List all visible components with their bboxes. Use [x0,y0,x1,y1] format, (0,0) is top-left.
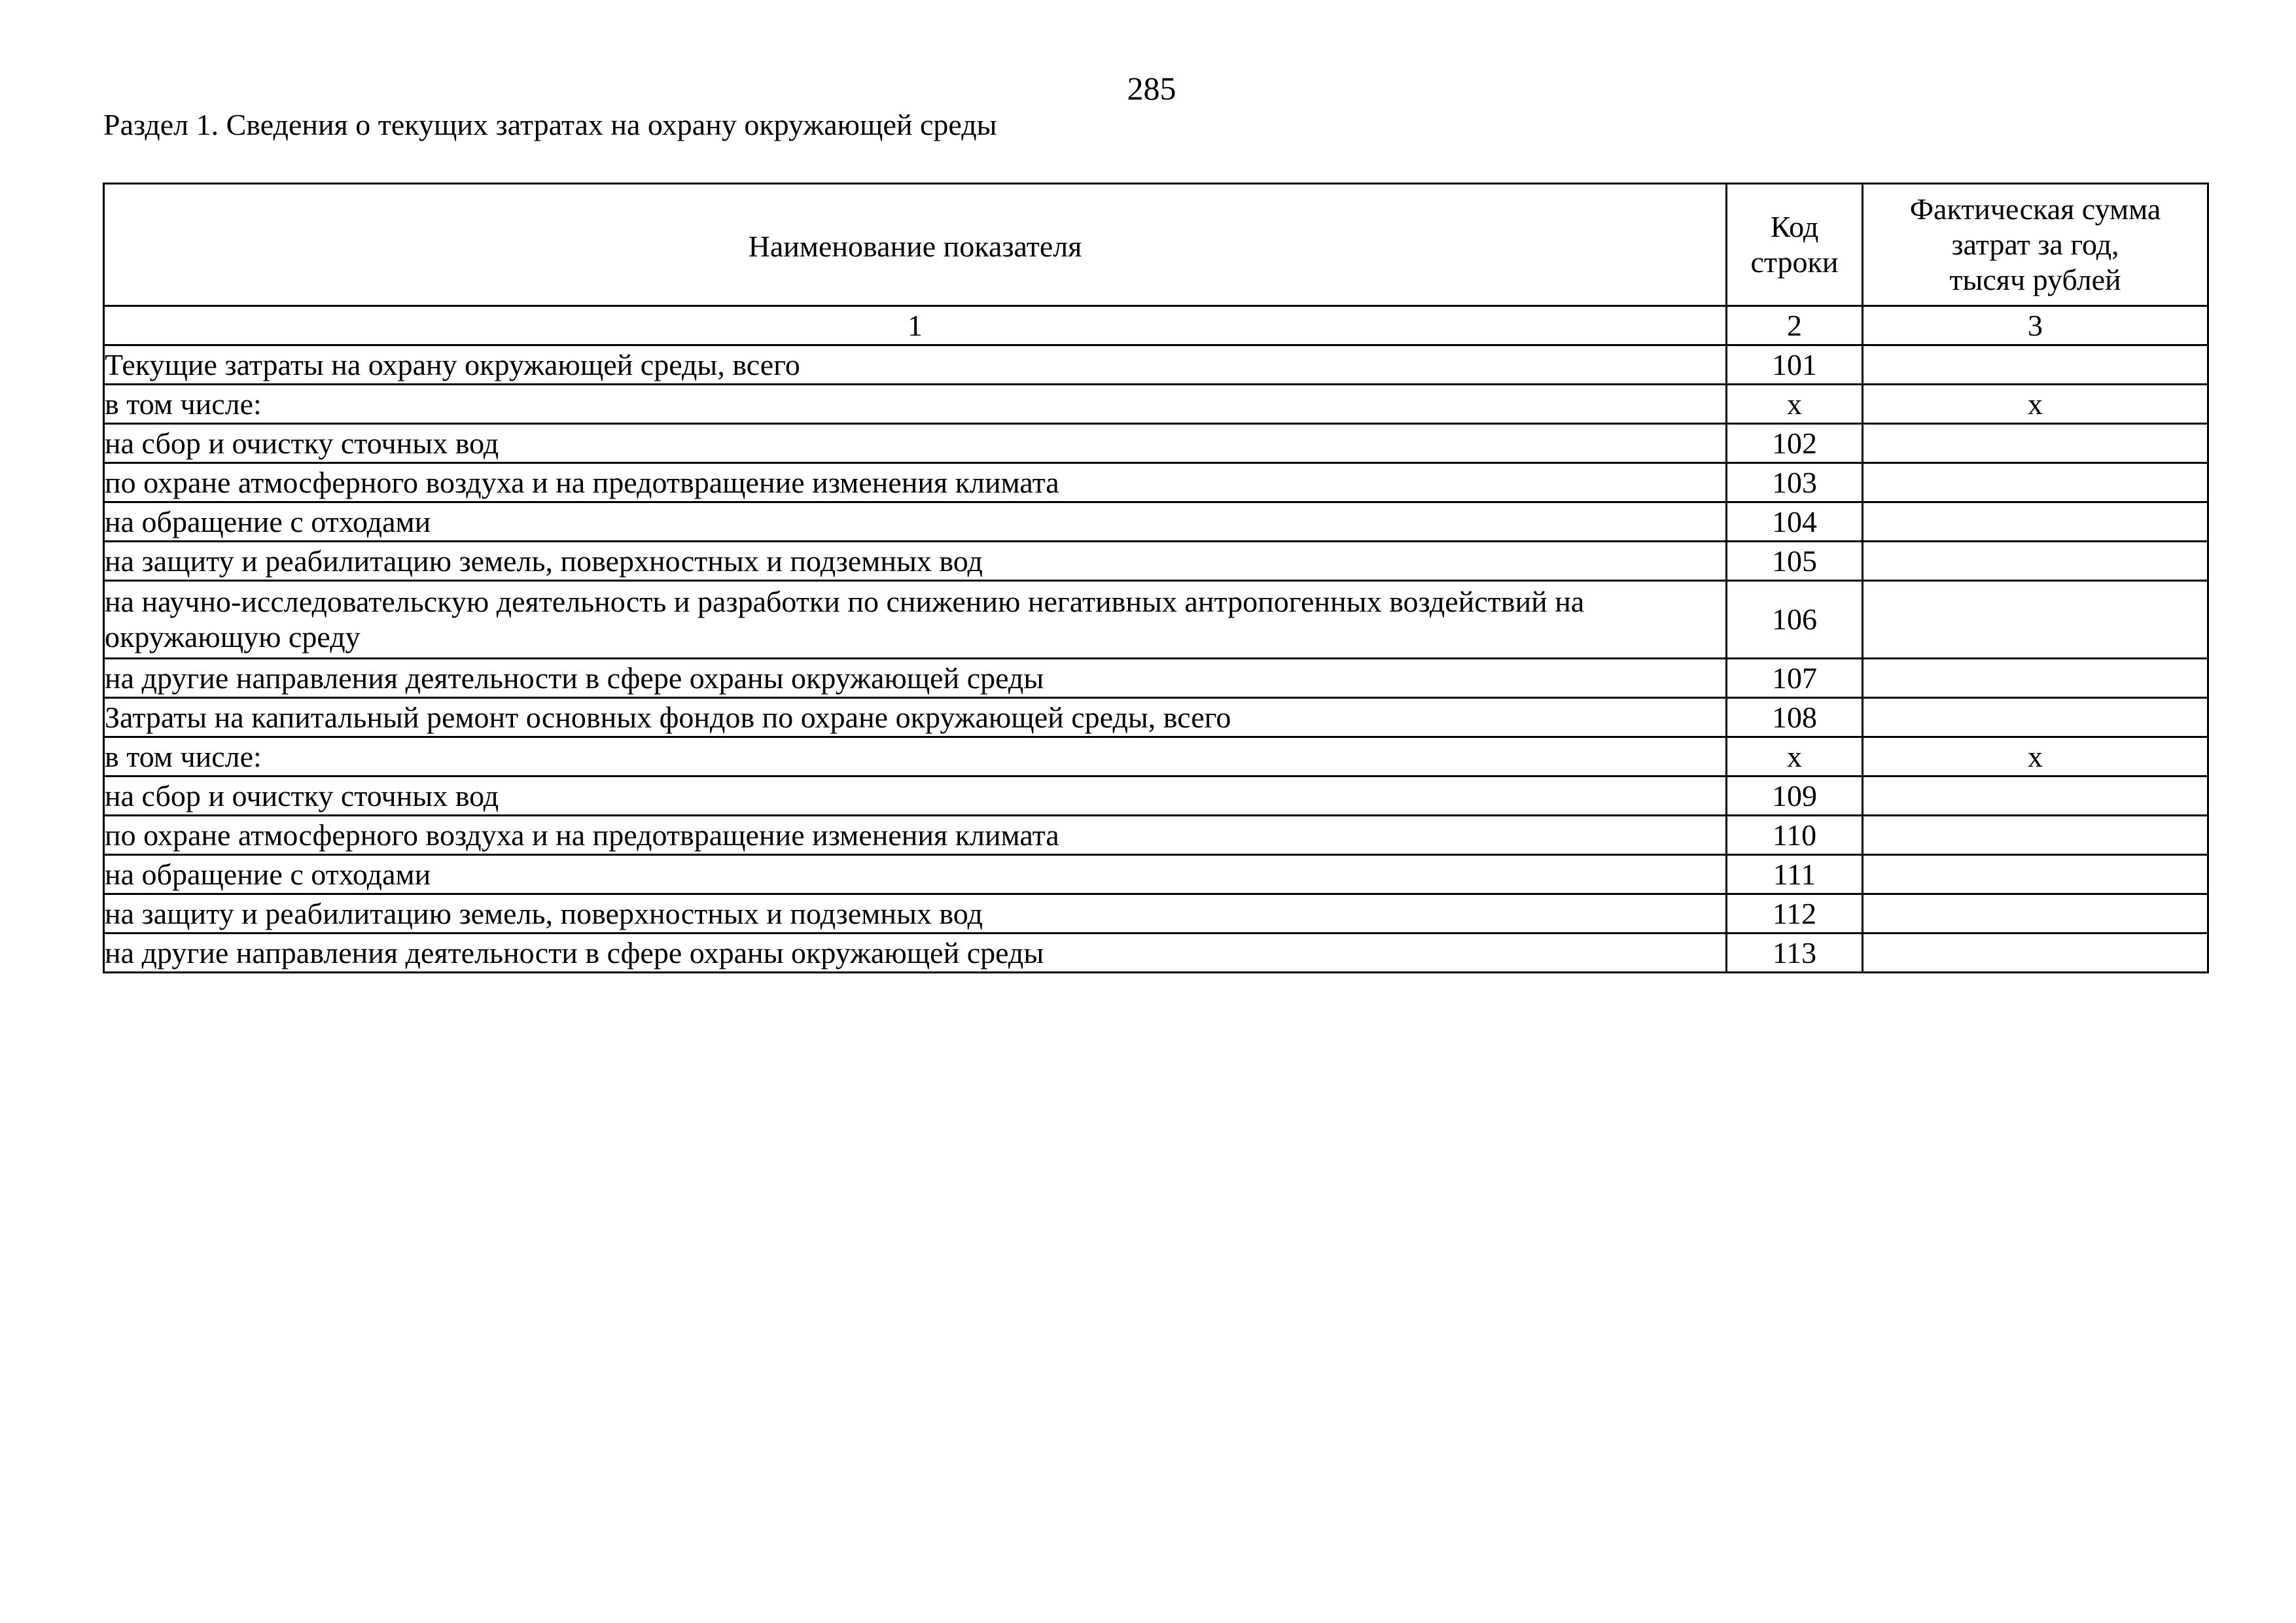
actual-sum-cell[interactable] [1863,934,2208,973]
indicator-name: Текущие затраты на охрану окружающей среды, всего [104,345,1727,385]
table-row [104,424,2208,463]
line-code: 101 [1727,345,1863,385]
actual-sum-cell[interactable] [1863,542,2208,581]
header-sum-line3: тысяч рублей [1949,263,2121,296]
column-number: 1 [104,306,1727,345]
actual-sum-cell: x [1863,737,2208,777]
line-code: 111 [1727,855,1863,894]
line-code: 106 [1727,581,1863,659]
column-number: 3 [1863,306,2208,345]
line-code: 113 [1727,934,1863,973]
table-row [104,542,2208,581]
indicator-name: на защиту и реабилитацию земель, поверхностных и подземных вод [104,542,1727,581]
line-code: 104 [1727,502,1863,542]
indicator-name: на обращение с отходами [104,855,1727,894]
header-sum-line2: затрат за год, [1951,228,2119,261]
actual-sum-cell[interactable] [1863,581,2208,659]
table-row [104,345,2208,385]
actual-sum-cell[interactable] [1863,424,2208,463]
table-row [104,855,2208,894]
indicator-name: на научно-исследовательскую деятельность и разработки по снижению негативных антропогенных воздействий на окружающую среду [104,581,1727,659]
section-title: Раздел 1. Сведения о текущих затратах на охрану окружающей среды [103,108,997,141]
table-row [104,934,2208,973]
line-code: 107 [1727,659,1863,698]
table-row [104,894,2208,934]
indicator-name: на обращение с отходами [104,502,1727,542]
header-sum-line1: Фактическая сумма [1909,192,2161,226]
actual-sum-cell[interactable] [1863,502,2208,542]
header-actual-sum [1863,184,2208,306]
actual-sum-cell[interactable] [1863,894,2208,934]
page-number: 285 [1127,70,1176,107]
indicator-name: на сбор и очистку сточных вод [104,777,1727,816]
actual-sum-cell[interactable] [1863,345,2208,385]
actual-sum-cell[interactable] [1863,777,2208,816]
indicator-name: в том числе: [104,737,1727,777]
actual-sum-cell[interactable] [1863,855,2208,894]
table-row [104,385,2208,424]
column-number: 2 [1727,306,1863,345]
actual-sum-cell[interactable] [1863,463,2208,502]
line-code: 109 [1727,777,1863,816]
indicator-name: в том числе: [104,385,1727,424]
indicator-name: на другие направления деятельности в сфере охраны окружающей среды [104,659,1727,698]
header-code-line2: строки [1750,245,1839,279]
table-row [104,698,2208,737]
actual-sum-cell[interactable] [1863,816,2208,855]
header-code-line1: Код [1770,210,1819,243]
line-code: x [1727,737,1863,777]
line-code: 110 [1727,816,1863,855]
actual-sum-cell[interactable] [1863,659,2208,698]
costs-table [103,183,2209,973]
table-row [104,581,2208,659]
line-code: 112 [1727,894,1863,934]
table-row [104,737,2208,777]
actual-sum-cell[interactable] [1863,698,2208,737]
line-code: 103 [1727,463,1863,502]
table-row [104,659,2208,698]
line-code: x [1727,385,1863,424]
header-line-code [1727,184,1863,306]
header-indicator-name: Наименование показателя [104,184,1727,306]
line-code: 108 [1727,698,1863,737]
table-row [104,777,2208,816]
column-number-row [104,306,2208,345]
table-row [104,502,2208,542]
indicator-name: на защиту и реабилитацию земель, поверхностных и подземных вод [104,894,1727,934]
actual-sum-cell: x [1863,385,2208,424]
indicator-name: на другие направления деятельности в сфере охраны окружающей среды [104,934,1727,973]
indicator-name: по охране атмосферного воздуха и на предотвращение изменения климата [104,463,1727,502]
table-row [104,816,2208,855]
indicator-name: по охране атмосферного воздуха и на предотвращение изменения климата [104,816,1727,855]
indicator-name: на сбор и очистку сточных вод [104,424,1727,463]
line-code: 105 [1727,542,1863,581]
indicator-name: Затраты на капитальный ремонт основных фондов по охране окружающей среды, всего [104,698,1727,737]
table-header-row [104,184,2208,306]
line-code: 102 [1727,424,1863,463]
table-row [104,463,2208,502]
